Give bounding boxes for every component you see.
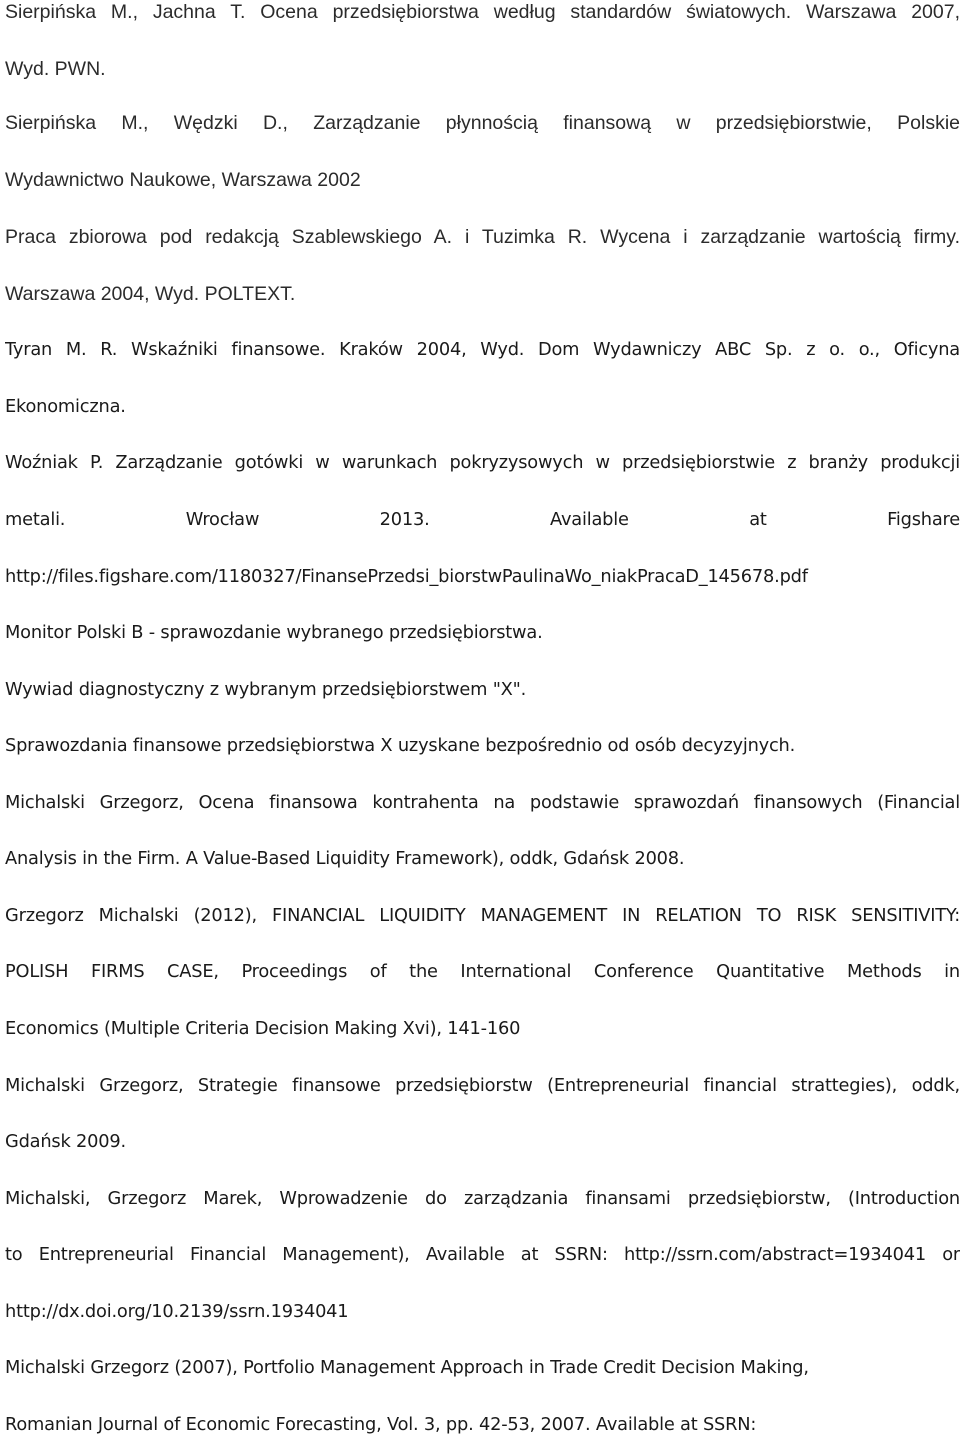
reference-line: Warszawa 2004, Wyd. POLTEXT. <box>5 283 296 305</box>
reference-line: Gdańsk 2009. <box>5 1131 126 1152</box>
reference-line: Wydawnictwo Naukowe, Warszawa 2002 <box>5 169 361 191</box>
reference-line: Monitor Polski B - sprawozdanie wybranego przedsiębiorstwa. <box>5 622 543 643</box>
reference-line: metali. Wrocław 2013. Available at Figshare <box>5 509 960 530</box>
reference-line: Michalski Grzegorz (2007), Portfolio Management Approach in Trade Credit Decision Making, <box>5 1357 809 1378</box>
reference-line: Woźniak P. Zarządzanie gotówki w warunkach pokryzysowych w przedsiębiorstwie z branży produkcji <box>5 452 960 473</box>
reference-line: Sierpińska M., Jachna T. Ocena przedsiębiorstwa według standardów światowych. Warszawa 2007, <box>5 1 960 23</box>
reference-line: Praca zbiorowa pod redakcją Szablewskiego A. i Tuzimka R. Wycena i zarządzanie wartością firmy. <box>5 226 960 248</box>
reference-line: Romanian Journal of Economic Forecasting, Vol. 3, pp. 42-53, 2007. Available at SSRN: <box>5 1414 757 1435</box>
reference-line: POLISH FIRMS CASE, Proceedings of the International Conference Quantitative Methods in <box>5 961 960 982</box>
reference-line: Michalski Grzegorz, Strategie finansowe przedsiębiorstw (Entrepreneurial financial strattegies), oddk, <box>5 1075 960 1096</box>
reference-link[interactable]: http://files.figshare.com/1180327/FinansePrzedsi_biorstwPaulinaWo_niakPracaD_145678.pdf <box>5 566 808 587</box>
reference-line: Wyd. PWN. <box>5 58 106 80</box>
reference-line: Analysis in the Firm. A Value-Based Liquidity Framework), oddk, Gdańsk 2008. <box>5 848 685 869</box>
reference-line: Tyran M. R. Wskaźniki finansowe. Kraków 2004, Wyd. Dom Wydawniczy ABC Sp. z o. o., Oficyna <box>5 339 960 360</box>
reference-line: Michalski, Grzegorz Marek, Wprowadzenie do zarządzania finansami przedsiębiorstw, (Introduction <box>5 1188 960 1209</box>
reference-line: Sprawozdania finansowe przedsiębiorstwa X uzyskane bezpośrednio od osób decyzyjnych. <box>5 735 796 756</box>
reference-line: Wywiad diagnostyczny z wybranym przedsiębiorstwem "X". <box>5 679 527 700</box>
reference-line: Sierpińska M., Wędzki D., Zarządzanie płynnością finansową w przedsiębiorstwie, Polskie <box>5 112 960 134</box>
reference-line: Ekonomiczna. <box>5 396 126 417</box>
reference-line: to Entrepreneurial Financial Management), Available at SSRN: http://ssrn.com/abstract=1934041 or <box>5 1244 960 1265</box>
reference-line: Economics (Multiple Criteria Decision Making Xvi), 141-160 <box>5 1018 521 1039</box>
reference-line: Grzegorz Michalski (2012), FINANCIAL LIQUIDITY MANAGEMENT IN RELATION TO RISK SENSITIVITY: <box>5 905 960 926</box>
reference-line: Michalski Grzegorz, Ocena finansowa kontrahenta na podstawie sprawozdań finansowych (Financial <box>5 792 960 813</box>
reference-link[interactable]: http://dx.doi.org/10.2139/ssrn.1934041 <box>5 1301 349 1322</box>
